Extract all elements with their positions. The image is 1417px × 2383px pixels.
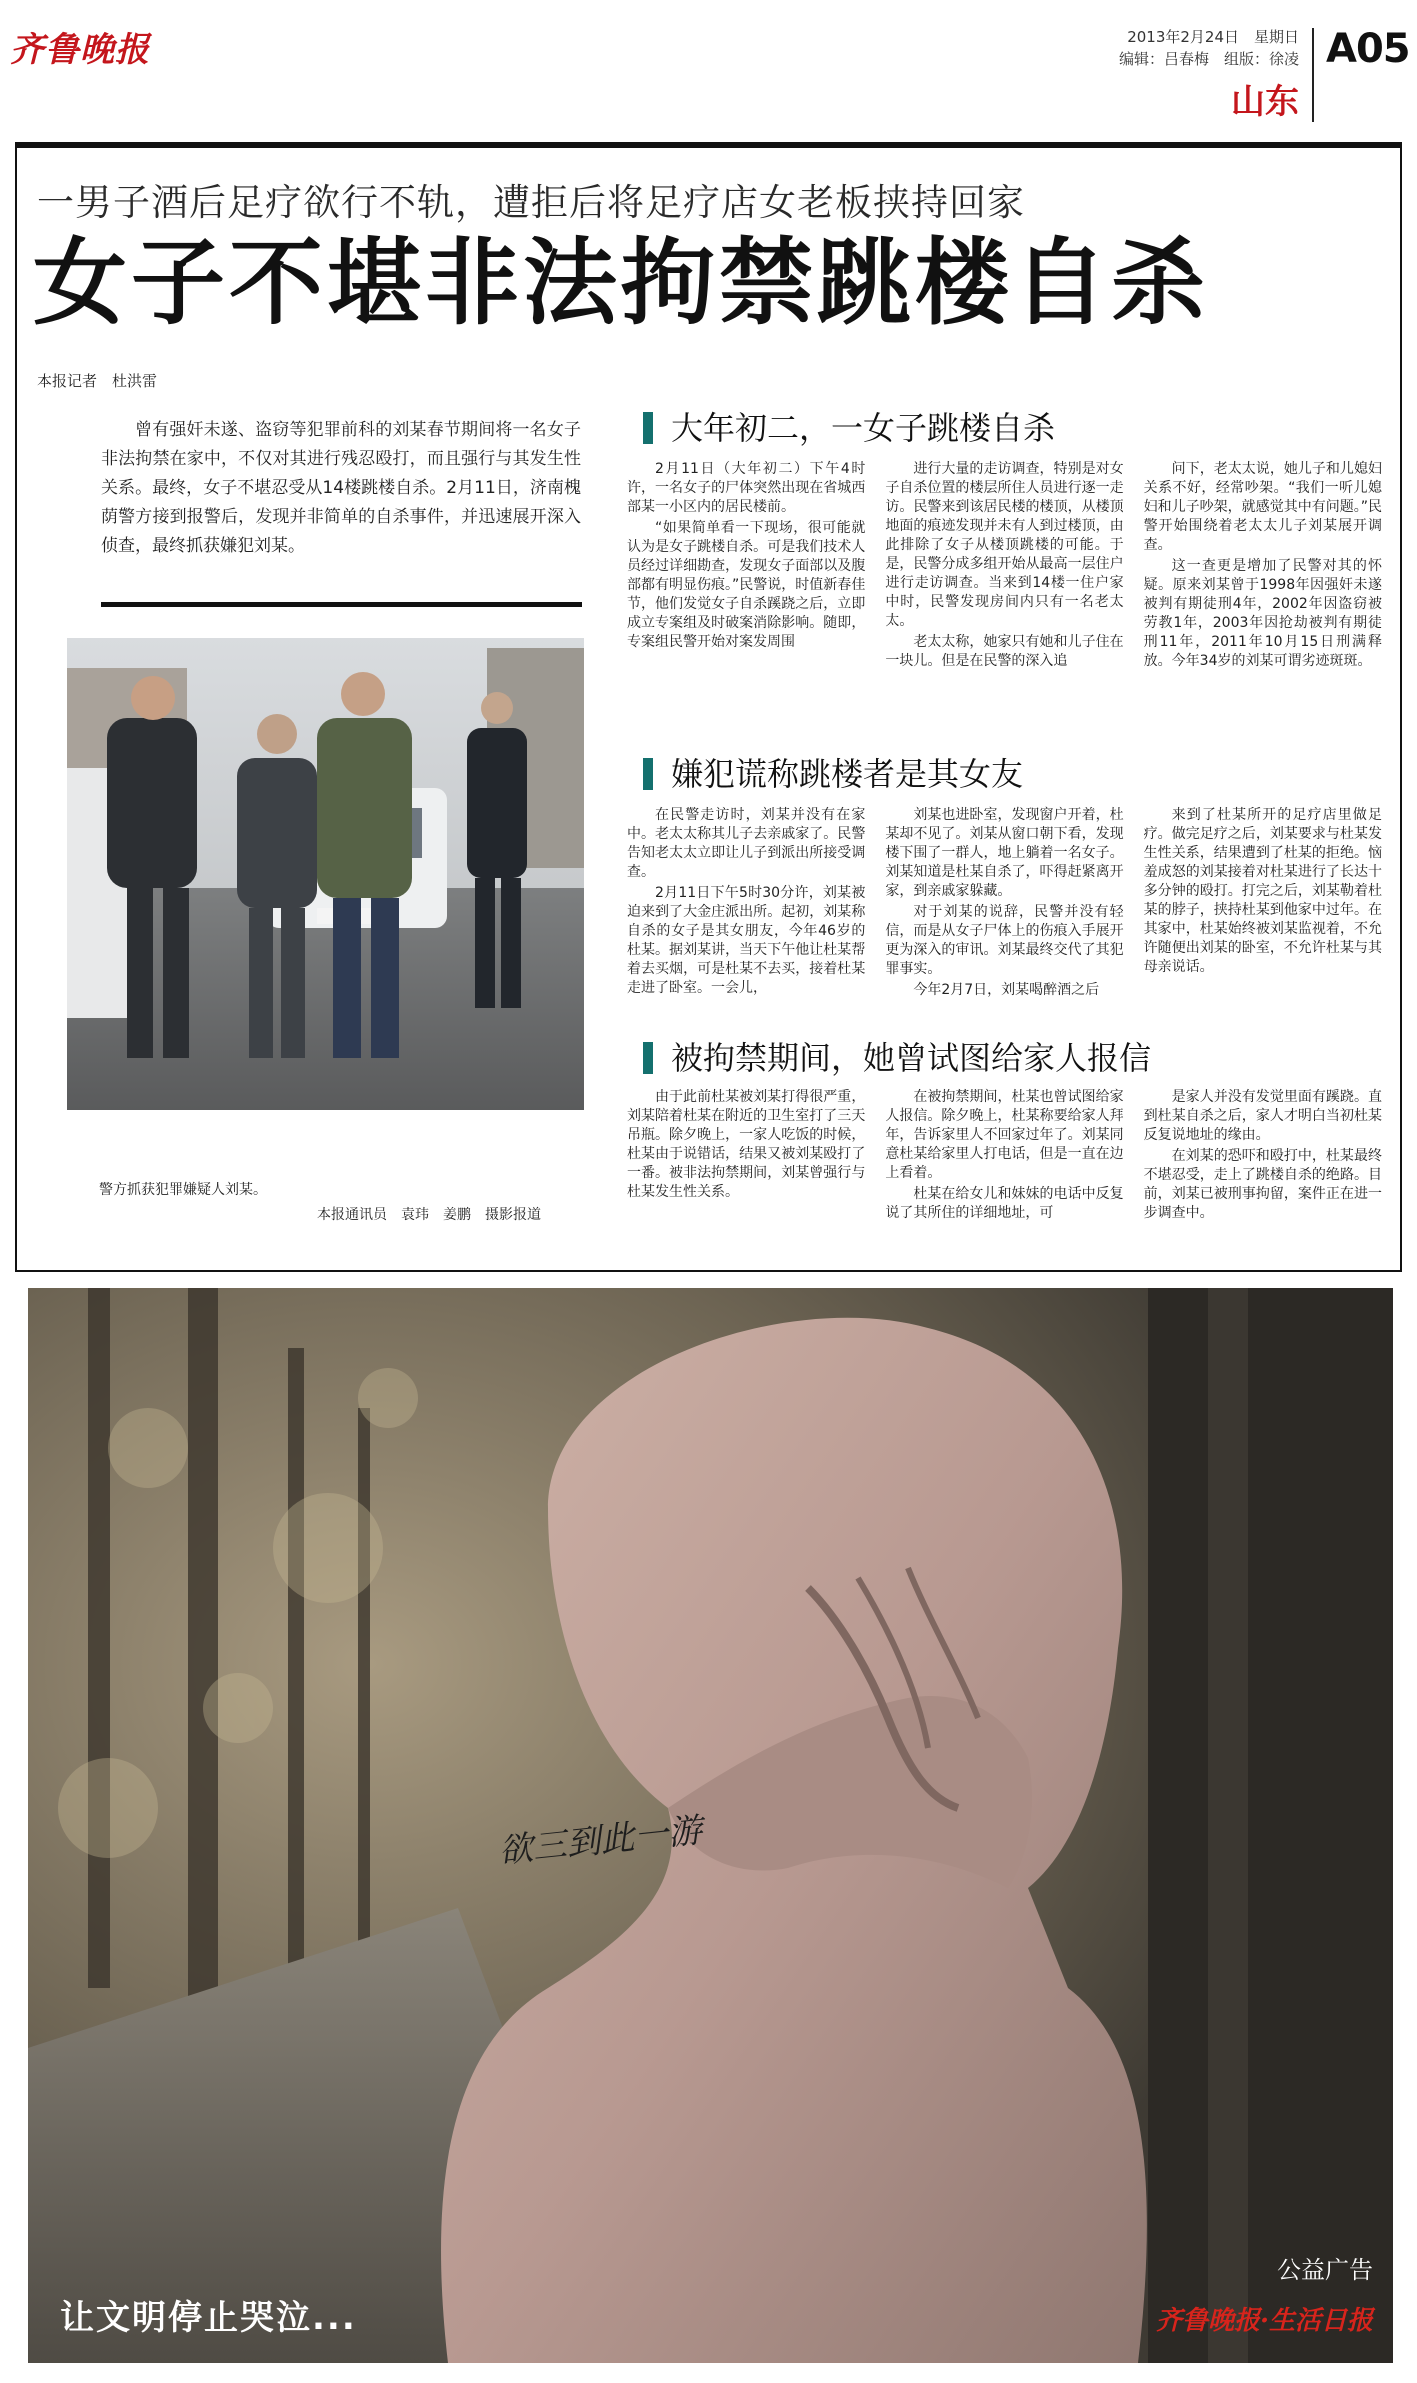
section-name: 山东 [1231,82,1299,122]
ad-label: 公益广告 [1277,2256,1373,2284]
weeping-statue-illustration [28,1288,1393,2363]
paragraph: 在被拘禁期间，杜某也曾试图给家人报信。除夕晚上，杜某称要给家人拜年，告诉家里人不回家过年了。刘某同意杜某给家里人打电话，但是一直在边上看着。 [885,1089,1124,1181]
paragraph: 由于此前杜某被刘某打得很严重，刘某陪着杜某在附近的卫生室打了三天吊瓶。除夕晚上，一家人吃饭的时候，杜某由于说错话，结果又被刘某殴打了一番。被非法拘禁期间，刘某曾强行与杜某发生性关系。 [627,1089,866,1200]
story-headline: 女子不堪非法拘禁跳楼自杀 [33,229,1210,338]
paragraph: 对于刘某的说辞，民警并没有轻信，而是从女子尸体上的伤痕入手展开更为深入的审讯。刘某最终交代了其犯罪事实。 [885,904,1124,977]
section-heading-2: 嫌犯谎称跳楼者是其女友 [643,754,1023,794]
section-2-col-1 [627,806,865,996]
section-2-columns [627,806,1382,996]
section-2-col-2 [885,806,1123,996]
section-3-col-1 [627,1088,865,1228]
section-1-col-1 [627,460,866,650]
section-2-col-3 [1144,806,1382,996]
paragraph: 今年2月7日，刘某喝醉酒之后 [913,982,1100,998]
story-byline: 本报记者 杜洪雷 [37,372,158,390]
story-subhead: 一男子酒后足疗欲行不轨，遭拒后将足疗店女老板挟持回家 [37,181,1025,224]
section-3-col-2 [885,1088,1123,1228]
arrest-photo-illustration [67,638,584,1110]
paragraph: 老太太称，她家只有她和儿子住在一块儿。但是在民警的深入追 [885,634,1124,669]
paragraph: 在民警走访时，刘某并没有在家中。老太太称其儿子去亲戚家了。民警告知老太太立即让儿子到派出所接受调查。 [627,807,866,880]
paragraph: “如果简单看一下现场，很可能就认为是女子跳楼自杀。可是我们技术人员经过详细勘查，发现女子面部以及腹部都有明显伤痕。”民警说，时值新春佳节，他们发觉女子自杀蹊跷之后，立即成立专案组及时破案消除影响。随即，专案组民警开始对案发周围 [627,520,866,650]
masthead [0,0,1417,138]
editor-credits: 编辑：吕春梅 组版：徐凌 [1118,50,1299,68]
issue-meta [1119,26,1299,122]
photo-caption: 警方抓获犯罪嫌疑人刘某。 [99,1182,267,1198]
section-heading-1: 大年初二，一女子跳楼自杀 [643,408,1055,448]
section-1-col-3 [1143,460,1382,669]
ad-slogan: 让文明停止哭泣... [60,2298,357,2338]
public-service-ad [28,1288,1393,2363]
section-1-col-2 [885,460,1124,669]
paragraph: 刘某也进卧室，发现窗户开着，杜某却不见了。刘某从窗口朝下看，发现楼下围了一群人，地上躺着一名女子。刘某知道是杜某自杀了，吓得赶紧离开家，到亲戚家躲藏。 [885,807,1124,899]
statue-graffiti: 欲三到此一游 [496,1810,704,1872]
section-3-col-3 [1144,1088,1382,1228]
news-story [15,142,1402,1272]
newspaper-logo: 齐鲁晚报 [10,30,150,70]
lead-divider [101,602,582,607]
section-3-columns [627,1088,1382,1228]
paragraph: 是家人并没有发觉里面有蹊跷。直到杜某自杀之后，家人才明白当初杜某反复说地址的缘由。 [1143,1089,1382,1143]
section-1-columns [627,460,1382,669]
issue-date: 2013年2月24日 星期日 [1127,28,1299,46]
paragraph: 来到了杜某所开的足疗店里做足疗。做完足疗之后，刘某要求与杜某发生性关系，结果遭到了杜某的拒绝。恼羞成怒的刘某接着对杜某进行了长达十多分钟的殴打。打完之后，刘某勒着杜某的脖子，挟持杜某到他家中过年。在其家中，杜某始终被刘某监视着，不允许随便出刘某的卧室，不允许杜某与其母亲说话。 [1143,807,1382,975]
masthead-divider [1312,28,1314,122]
page-number: A05 [1326,26,1410,72]
section-heading-3: 被拘禁期间，她曾试图给家人报信 [643,1038,1151,1078]
paragraph: 杜某在给女儿和妹妹的电话中反复说了其所住的详细地址，可 [885,1186,1124,1221]
paragraph: 问下，老太太说，她儿子和儿媳妇关系不好，经常吵架。“我们一听儿媳妇和儿子吵架，就感觉其中有问题。”民警开始围绕着老太太儿子刘某展开调查。 [1143,461,1382,553]
ad-sponsors: 齐鲁晚报·生活日报 [1155,2306,1373,2336]
paragraph: 这一查更是增加了民警对其的怀疑。原来刘某曾于1998年因强奸未遂被判有期徒刑4年，2002年因盗窃被劳教1年，2003年因抢劫被判有期徒刑11年，2011年10月15日刑满释放。今年34岁的刘某可谓劣迹斑斑。 [1143,558,1382,669]
paragraph: 在刘某的恐吓和殴打中，杜某最终不堪忍受，走上了跳楼自杀的绝路。目前，刘某已被刑事拘留，案件正在进一步调查中。 [1143,1148,1382,1221]
paragraph: 2月11日（大年初二）下午4时许，一名女子的尸体突然出现在省城西部某一小区内的居民楼前。 [627,461,866,515]
photo-credit: 本报通讯员 袁玮 姜鹏 摄影报道 [317,1207,541,1223]
story-lead: 曾有强奸未遂、盗窃等犯罪前科的刘某春节期间将一名女子非法拘禁在家中，不仅对其进行残忍殴打，而且强行与其发生性关系。最终，女子不堪忍受从14楼跳楼自杀。2月11日，济南槐荫警方接到报警后，发现并非简单的自杀事件，并迅速展开深入侦查，最终抓获嫌犯刘某。 [101,420,581,556]
arrest-photo [67,638,584,1110]
paragraph: 2月11日下午5时30分许，刘某被迫来到了大金庄派出所。起初，刘某称自杀的女子是其女朋友，今年46岁的杜某。据刘某讲，当天下午他让杜某帮着去买烟，可是杜某不去买，接着杜某走进了卧室。一会儿， [627,885,866,996]
paragraph: 进行大量的走访调查，特别是对女子自杀位置的楼层所住人员进行逐一走访。民警来到该居民楼的楼顶，从楼顶地面的痕迹发现并未有人到过楼顶，由此排除了女子从楼顶跳楼的可能。于是，民警分成多组开始从最高一层住户进行走访调查。当来到14楼一住户家中时，民警发现房间内只有一名老太太。 [885,461,1124,629]
